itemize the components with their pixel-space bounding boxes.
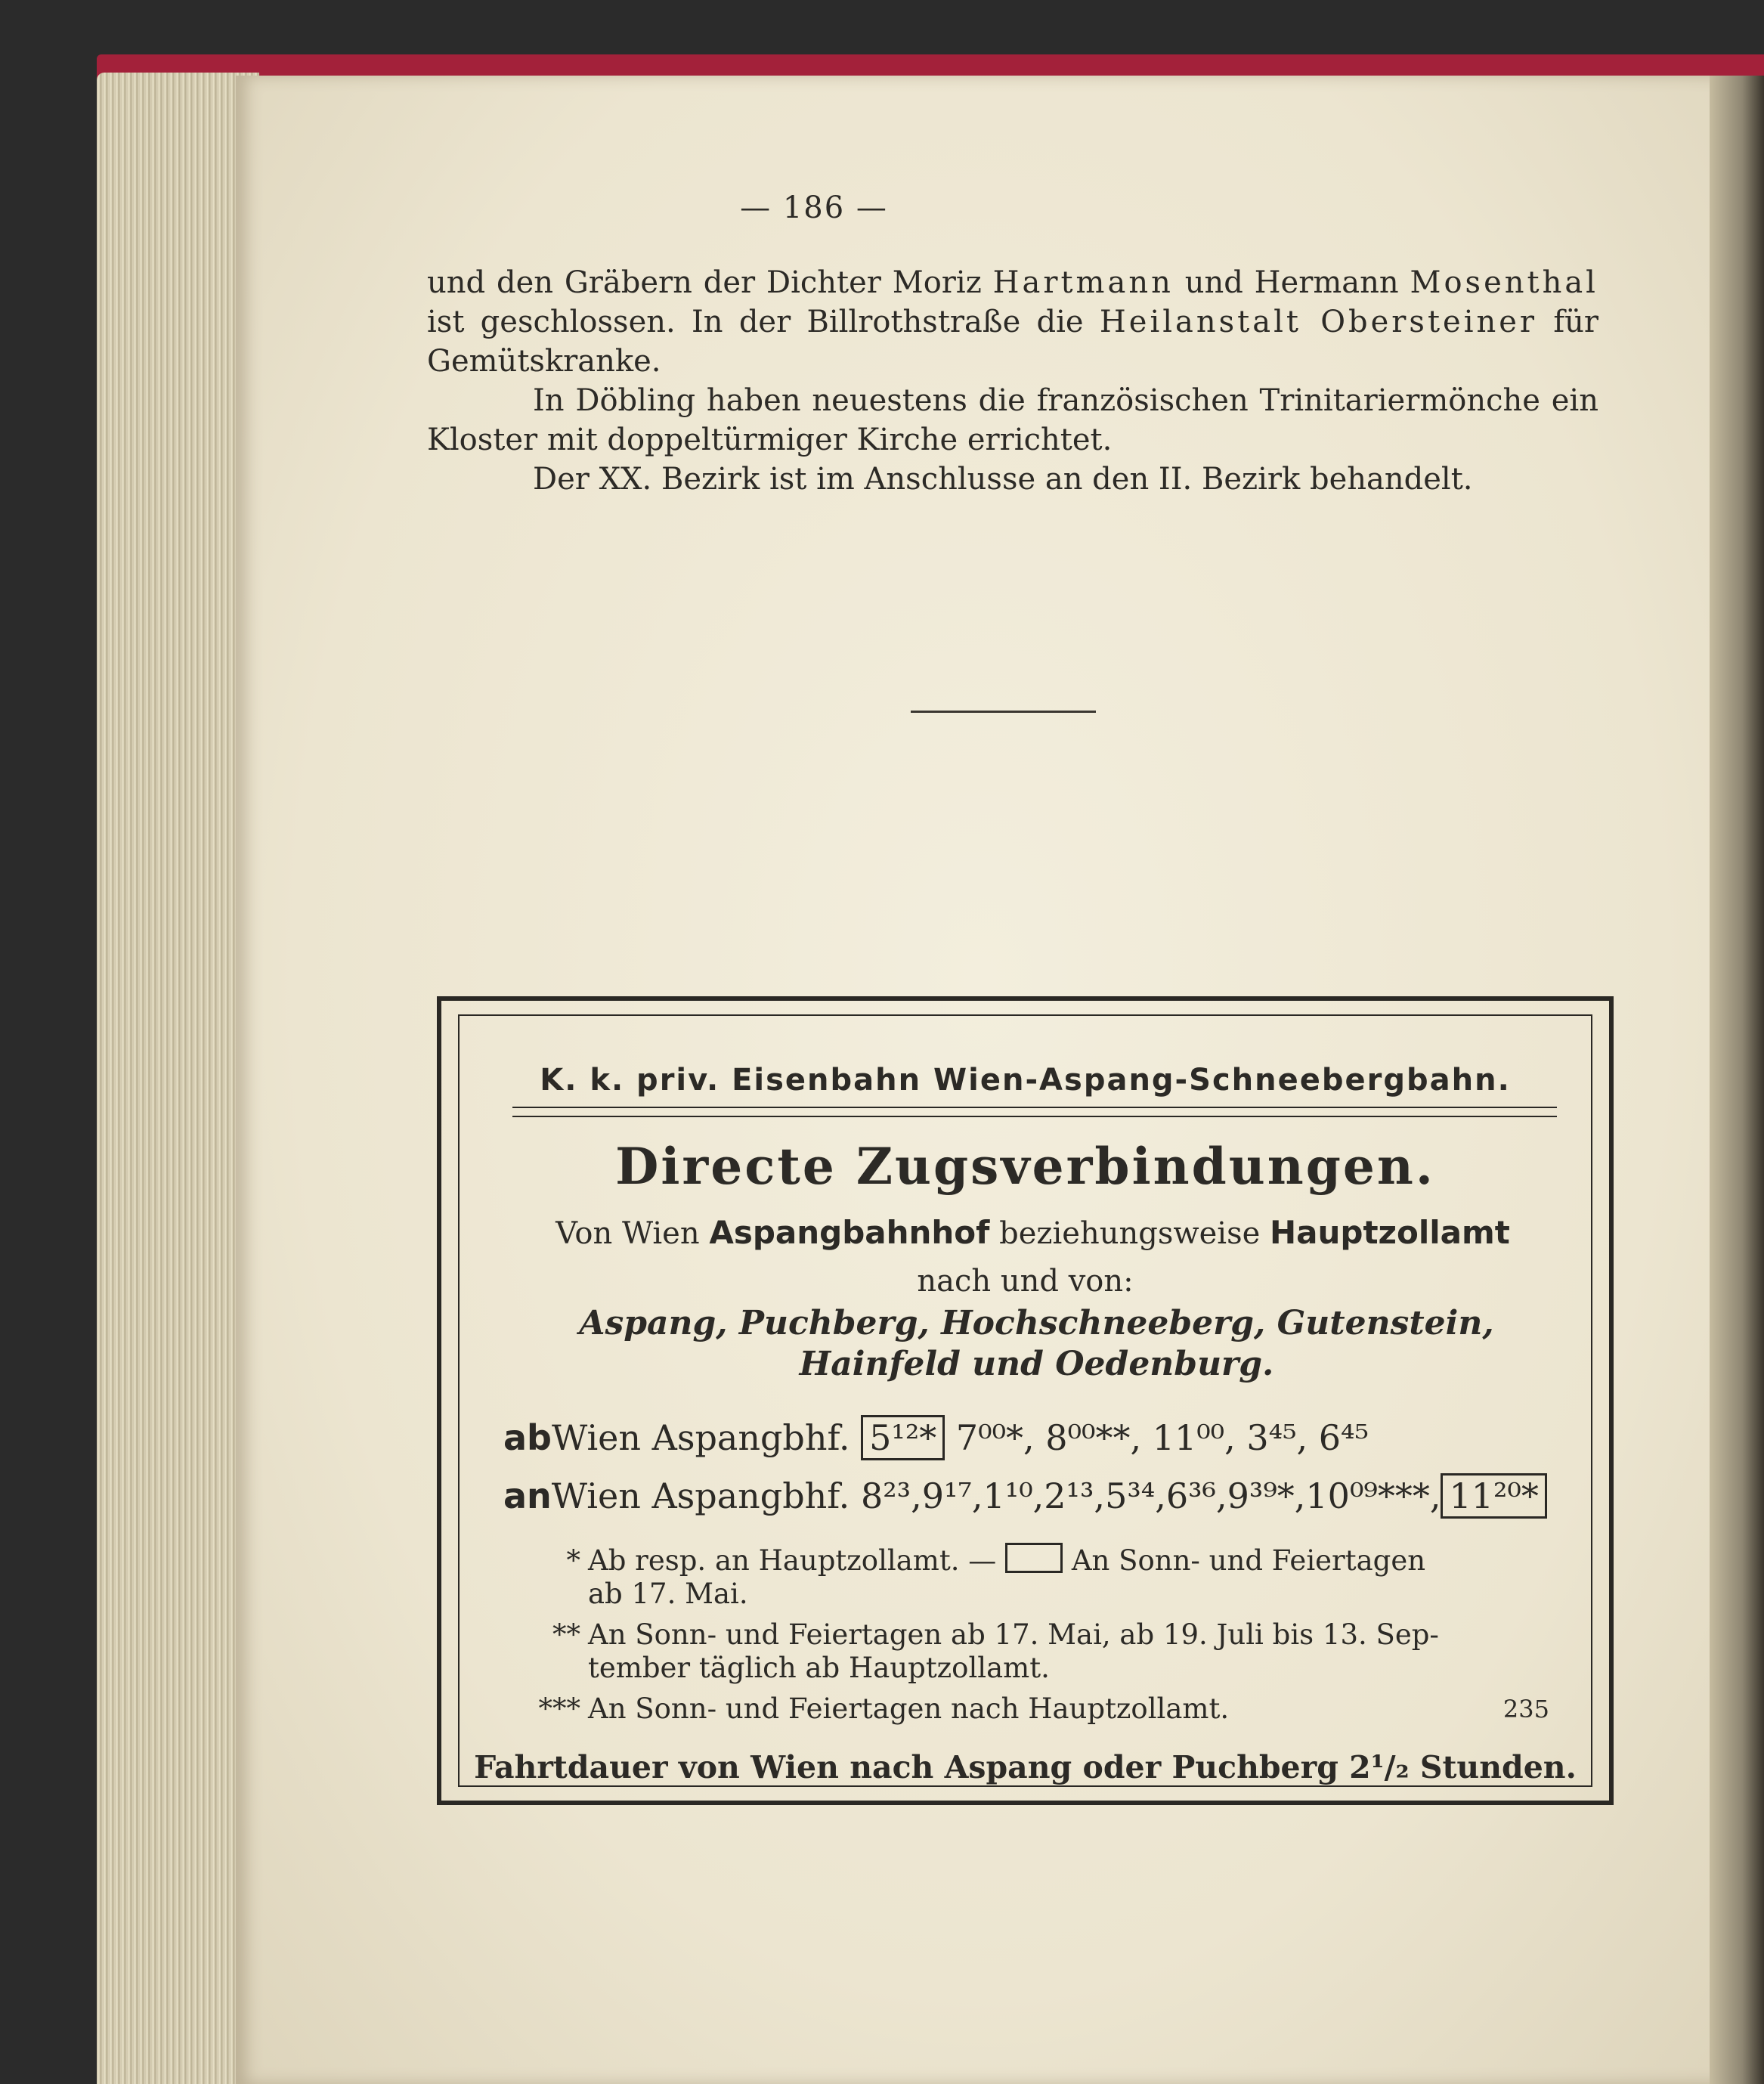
arrival-time: 9³⁹*, — [1227, 1476, 1306, 1516]
arrival-time: 11²⁰* — [1441, 1473, 1546, 1519]
advertisement-heading: Directe Zugsverbindungen. — [615, 1137, 1435, 1196]
gutter-shadow — [1710, 76, 1764, 2084]
paragraph-3: Der XX. Bezirk ist im Anschlusse an den II. Bezirk behandelt. — [533, 462, 1473, 497]
paragraph-2: In Döbling haben neuestens die französischen Trinitariermönche ein Kloster mit doppeltürmiger Kirche errichtet. — [427, 383, 1598, 457]
paragraph-1 — [427, 263, 1598, 381]
footnote-marker: *** — [538, 1692, 580, 1725]
arrival-time: 2¹³, — [1044, 1476, 1106, 1516]
arrival-time: 9¹⁷, — [921, 1476, 983, 1516]
footnote-2 — [516, 1618, 1557, 1685]
arrival-time: 1¹⁰, — [983, 1476, 1044, 1516]
railway-advertisement — [437, 996, 1614, 1805]
arrival-time: 6³⁶, — [1165, 1476, 1227, 1516]
route-mid: beziehungsweise — [999, 1216, 1261, 1251]
body-text — [427, 263, 1598, 499]
company-name: K. k. priv. Eisenbahn Wien-Aspang-Schneebergbahn. — [540, 1063, 1511, 1098]
route-station-aspangbahnhof: Aspangbahnhof — [709, 1214, 990, 1251]
footnote-2-text-b: tember täglich ab Hauptzollamt. — [588, 1652, 1050, 1684]
double-rule — [512, 1107, 1557, 1117]
arrival-time: 8²³, — [860, 1476, 922, 1516]
p1-name-obersteiner: Heilanstalt Obersteiner — [1099, 305, 1538, 339]
box-symbol — [1005, 1543, 1063, 1573]
advertisement-inner-border — [458, 1014, 1592, 1787]
arrival-time: 5³⁴, — [1105, 1476, 1166, 1516]
arrival-time: 10⁰⁹***, — [1305, 1476, 1441, 1516]
footnote-1-text-c: ab 17. Mai. — [588, 1578, 748, 1610]
departure-label: ab — [503, 1417, 552, 1458]
print-code: 235 — [1502, 1695, 1549, 1723]
route-pre: Von Wien — [556, 1216, 700, 1251]
section-separator — [911, 711, 1096, 713]
page-edges — [97, 73, 259, 2084]
arrival-station: Wien Aspangbhf. — [551, 1476, 850, 1516]
footnote-marker: ** — [552, 1618, 580, 1651]
travel-duration: Fahrtdauer von Wien nach Aspang oder Puchberg 2¹/₂ Stunden. — [474, 1749, 1577, 1785]
departure-time: 5¹²* — [861, 1415, 945, 1460]
departure-time: 11⁰⁰, — [1152, 1417, 1236, 1458]
footnote-1-text-b: An Sonn- und Feiertagen — [1071, 1544, 1426, 1577]
footnote-3 — [516, 1692, 1557, 1726]
departure-time: 7⁰⁰*, — [955, 1417, 1035, 1458]
footnote-1 — [516, 1543, 1557, 1611]
destinations: Aspang, Puchberg, Hochschneeberg, Gutenstein, Hainfeld und Oedenburg. — [579, 1304, 1494, 1383]
departure-time: 3⁴⁵, — [1246, 1417, 1308, 1458]
page-number: — 186 — — [740, 190, 888, 225]
route-line-1 — [505, 1214, 1561, 1251]
footnote-2-text-a: An Sonn- und Feiertagen ab 17. Mai, ab 19. Juli bis 13. Sep- — [588, 1618, 1439, 1651]
footnote-1-text-a: Ab resp. an Hauptzollamt. — — [588, 1544, 997, 1577]
departure-station: Wien Aspangbhf. — [551, 1417, 850, 1458]
p1-text-d: für Gemütskranke. — [427, 305, 1599, 379]
footnote-3-text: An Sonn- und Feiertagen nach Hauptzollamt. — [588, 1692, 1230, 1725]
departure-time: 6⁴⁵ — [1318, 1417, 1369, 1458]
arrival-label: an — [503, 1476, 552, 1516]
p1-name-mosenthal: Mosenthal — [1410, 265, 1598, 300]
p1-text-a: und den Gräbern der Dichter Moriz — [427, 265, 982, 300]
p1-name-hartmann: Hartmann — [992, 265, 1174, 300]
route-station-hauptzollamt: Hauptzollamt — [1270, 1214, 1510, 1251]
p1-text-c: ist geschlossen. In der Billrothstraße die — [427, 305, 1084, 339]
footnote-marker: * — [566, 1544, 580, 1577]
arrival-row — [503, 1473, 1561, 1519]
p1-text-b: und Hermann — [1184, 265, 1399, 300]
departure-time: 8⁰⁰**, — [1045, 1417, 1142, 1458]
route-line-2: nach und von: — [917, 1264, 1134, 1299]
departure-row — [503, 1415, 1561, 1460]
